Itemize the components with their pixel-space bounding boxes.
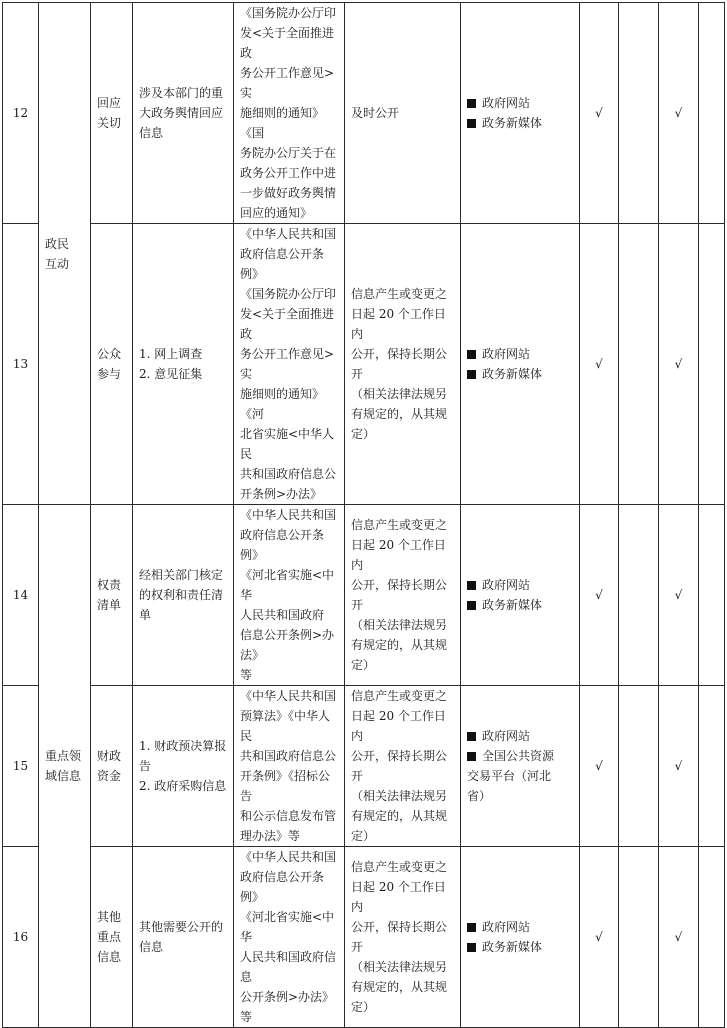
- basis-cell: [234, 3, 345, 224]
- content-cell: [133, 505, 234, 686]
- basis-line: 等: [240, 1010, 253, 1024]
- category-line: 重点领: [45, 749, 82, 763]
- time-line: 有规定的，从其规: [351, 638, 448, 652]
- basis-line: 《国务院办公厅印: [240, 287, 337, 301]
- basis-line: 一步做好政务舆情: [240, 186, 337, 200]
- channel-label: 政务新媒体: [482, 367, 543, 381]
- basis-line: 施细则的通知》《国: [240, 106, 325, 140]
- channel-cell: [461, 3, 580, 224]
- time-line: 公开，保持长期公开: [351, 347, 448, 381]
- time-line: 定）: [351, 427, 376, 441]
- item-line: 财政: [97, 749, 122, 763]
- basis-line: 《河北省实施<中华: [240, 910, 335, 944]
- filled-square-icon: [467, 943, 476, 952]
- channel-continuation: 省）: [467, 789, 492, 803]
- table-row: [3, 3, 725, 224]
- time-line: 定）: [351, 829, 376, 843]
- basis-line: 信息公开条例>办法》: [240, 628, 335, 662]
- content-line: 其他需要公开的: [139, 920, 224, 934]
- basis-line: 理办法》等: [240, 829, 301, 843]
- basis-line: 施细则的通知》《河: [240, 387, 325, 421]
- row-number: 13: [3, 224, 39, 505]
- channel-label: 全国公共资源: [482, 749, 555, 763]
- time-line: 公开，保持长期公开: [351, 920, 448, 954]
- channel-label: 政府网站: [482, 920, 531, 934]
- basis-cell: [234, 686, 345, 847]
- time-line: 日起 20 个工作日内: [351, 709, 446, 743]
- basis-line: 开条例>办法》: [240, 487, 323, 501]
- time-cell: [345, 505, 461, 686]
- time-line: （相关法律法规另: [351, 387, 448, 401]
- time-line: 日起 20 个工作日内: [351, 880, 446, 914]
- content-line: 1. 网上调查: [139, 347, 203, 361]
- item-line: 关切: [97, 116, 122, 130]
- row-number: 14: [3, 505, 39, 686]
- item-line: 权责: [97, 578, 122, 592]
- table-row: [3, 224, 725, 505]
- time-cell: [345, 686, 461, 847]
- item-line: 其他: [97, 910, 122, 924]
- channel-label: 政务新媒体: [482, 940, 543, 954]
- time-line: （相关法律法规另: [351, 789, 448, 803]
- basis-line: 《河北省实施<中华: [240, 568, 335, 602]
- filled-square-icon: [467, 99, 476, 108]
- empty-cell: [699, 3, 725, 224]
- channel-item: [467, 595, 573, 615]
- empty-cell: [619, 686, 659, 847]
- content-line: 信息: [139, 126, 164, 140]
- item-line: 信息: [97, 950, 122, 964]
- filled-square-icon: [467, 732, 476, 741]
- item-line: 参与: [97, 367, 122, 381]
- filled-square-icon: [467, 370, 476, 379]
- basis-line: 发<关于全面推进政: [240, 26, 335, 60]
- basis-line: 发<关于全面推进政: [240, 307, 335, 341]
- time-line: 日起 20 个工作日内: [351, 307, 446, 341]
- check-mark: √: [659, 686, 699, 847]
- basis-line: 《中华人民共和国: [240, 689, 337, 703]
- time-line: 日起 20 个工作日内: [351, 538, 446, 572]
- check-mark: √: [580, 686, 619, 847]
- basis-line: 回应的通知》: [240, 206, 313, 220]
- content-line: 涉及本部门的重: [139, 86, 224, 100]
- channel-item: [467, 575, 573, 595]
- channel-item: [467, 746, 573, 766]
- empty-cell: [699, 847, 725, 1028]
- empty-cell: [619, 3, 659, 224]
- channel-label: 政务新媒体: [482, 598, 543, 612]
- time-line: （相关法律法规另: [351, 618, 448, 632]
- content-cell: [133, 686, 234, 847]
- item-cell: [91, 224, 133, 505]
- basis-line: 共和国政府信息公: [240, 749, 337, 763]
- basis-cell: [234, 224, 345, 505]
- check-mark: √: [659, 847, 699, 1028]
- content-line: 经相关部门核定: [139, 568, 224, 582]
- channel-item: [467, 726, 573, 746]
- item-cell: [91, 505, 133, 686]
- content-line: 单: [139, 608, 152, 622]
- channel-label: 政府网站: [482, 347, 531, 361]
- check-mark: √: [580, 3, 619, 224]
- basis-line: 务院办公厅关于在: [240, 146, 337, 160]
- check-mark: √: [659, 224, 699, 505]
- basis-line: 政府信息公开条例》: [240, 870, 325, 904]
- channel-label: 政府网站: [482, 96, 531, 110]
- check-mark: √: [580, 847, 619, 1028]
- check-mark: √: [659, 3, 699, 224]
- basis-line: 北省实施<中华人民: [240, 427, 335, 461]
- item-line: 清单: [97, 598, 122, 612]
- item-line: 重点: [97, 930, 122, 944]
- channel-item: [467, 344, 573, 364]
- channel-item: [467, 937, 573, 957]
- check-mark: √: [659, 505, 699, 686]
- time-line: 定）: [351, 1000, 376, 1014]
- content-cell: [133, 3, 234, 224]
- category-line: 域信息: [45, 769, 82, 783]
- time-line: （相关法律法规另: [351, 960, 448, 974]
- time-cell: [345, 3, 461, 224]
- row-number: 12: [3, 3, 39, 224]
- time-line: 信息产生或变更之: [351, 287, 448, 301]
- filled-square-icon: [467, 752, 476, 761]
- channel-label: 政府网站: [482, 578, 531, 592]
- basis-line: 人民共和国政府信息: [240, 950, 337, 984]
- item-line: 公众: [97, 347, 122, 361]
- basis-line: 政府信息公开条例》: [240, 528, 325, 562]
- item-line: 资金: [97, 769, 122, 783]
- basis-line: 政府信息公开条例》: [240, 247, 325, 281]
- empty-cell: [699, 224, 725, 505]
- basis-line: 《国务院办公厅印: [240, 6, 337, 20]
- empty-cell: [619, 505, 659, 686]
- check-mark: √: [580, 224, 619, 505]
- category-line: 政民: [45, 236, 70, 251]
- time-line: 公开，保持长期公开: [351, 578, 448, 612]
- channel-label: 政府网站: [482, 729, 531, 743]
- content-line: 的权利和责任清: [139, 588, 224, 602]
- basis-line: 人民共和国政府: [240, 608, 325, 622]
- item-cell: [91, 686, 133, 847]
- item-cell: [91, 847, 133, 1028]
- empty-cell: [699, 686, 725, 847]
- basis-line: 公开条例>办法》: [240, 990, 335, 1004]
- category-cell-interaction: [39, 3, 91, 505]
- time-line: 及时公开: [351, 106, 400, 120]
- time-line: 信息产生或变更之: [351, 689, 448, 703]
- empty-cell: [699, 505, 725, 686]
- content-line: 告: [139, 759, 152, 773]
- channel-item: [467, 364, 573, 384]
- filled-square-icon: [467, 601, 476, 610]
- channel-item: [467, 113, 573, 133]
- time-line: 有规定的，从其规: [351, 809, 448, 823]
- table-row: [3, 686, 725, 847]
- time-line: 信息产生或变更之: [351, 518, 448, 532]
- empty-cell: [619, 847, 659, 1028]
- basis-cell: [234, 847, 345, 1028]
- filled-square-icon: [467, 923, 476, 932]
- filled-square-icon: [467, 350, 476, 359]
- item-cell: [91, 3, 133, 224]
- content-line: 2. 意见征集: [139, 367, 203, 381]
- basis-line: 开条例》《招标公告: [240, 769, 331, 803]
- channel-item: [467, 93, 573, 113]
- channel-label: 政务新媒体: [482, 116, 543, 130]
- channel-item: [467, 917, 573, 937]
- category-line: 互动: [45, 256, 70, 271]
- channel-continuation: 交易平台（河北: [467, 769, 552, 783]
- basis-line: 务公开工作意见>实: [240, 66, 335, 100]
- basis-line: 务公开工作意见>实: [240, 347, 335, 381]
- check-mark: √: [580, 505, 619, 686]
- row-number: 16: [3, 847, 39, 1028]
- channel-cell: [461, 505, 580, 686]
- row-number: 15: [3, 686, 39, 847]
- item-line: 回应: [97, 96, 122, 110]
- empty-cell: [619, 224, 659, 505]
- time-cell: [345, 224, 461, 505]
- basis-line: 等: [240, 668, 253, 682]
- basis-line: 和公示信息发布管: [240, 809, 337, 823]
- basis-line: 《中华人民共和国: [240, 227, 337, 241]
- table-row: [3, 505, 725, 686]
- content-line: 大政务舆情回应: [139, 106, 224, 120]
- time-cell: [345, 847, 461, 1028]
- basis-line: 政务公开工作中进: [240, 166, 337, 180]
- table-row: [3, 847, 725, 1028]
- filled-square-icon: [467, 119, 476, 128]
- time-line: 公开，保持长期公开: [351, 749, 448, 783]
- basis-line: 预算法》《中华人民: [240, 709, 331, 743]
- content-line: 2. 政府采购信息: [139, 779, 227, 793]
- basis-cell: [234, 505, 345, 686]
- basis-line: 《中华人民共和国: [240, 850, 337, 864]
- content-line: 信息: [139, 940, 164, 954]
- time-line: 有规定的，从其规: [351, 407, 448, 421]
- basis-line: 共和国政府信息公: [240, 467, 337, 481]
- disclosure-table: [2, 2, 725, 1028]
- content-line: 1. 财政预决算报: [139, 739, 227, 753]
- time-line: 有规定的，从其规: [351, 980, 448, 994]
- content-cell: [133, 224, 234, 505]
- content-cell: [133, 847, 234, 1028]
- time-line: 定）: [351, 658, 376, 672]
- filled-square-icon: [467, 581, 476, 590]
- time-line: 信息产生或变更之: [351, 860, 448, 874]
- basis-line: 《中华人民共和国: [240, 508, 337, 522]
- channel-cell: [461, 847, 580, 1028]
- channel-cell: [461, 686, 580, 847]
- channel-cell: [461, 224, 580, 505]
- category-cell-key-fields: [39, 505, 91, 1028]
